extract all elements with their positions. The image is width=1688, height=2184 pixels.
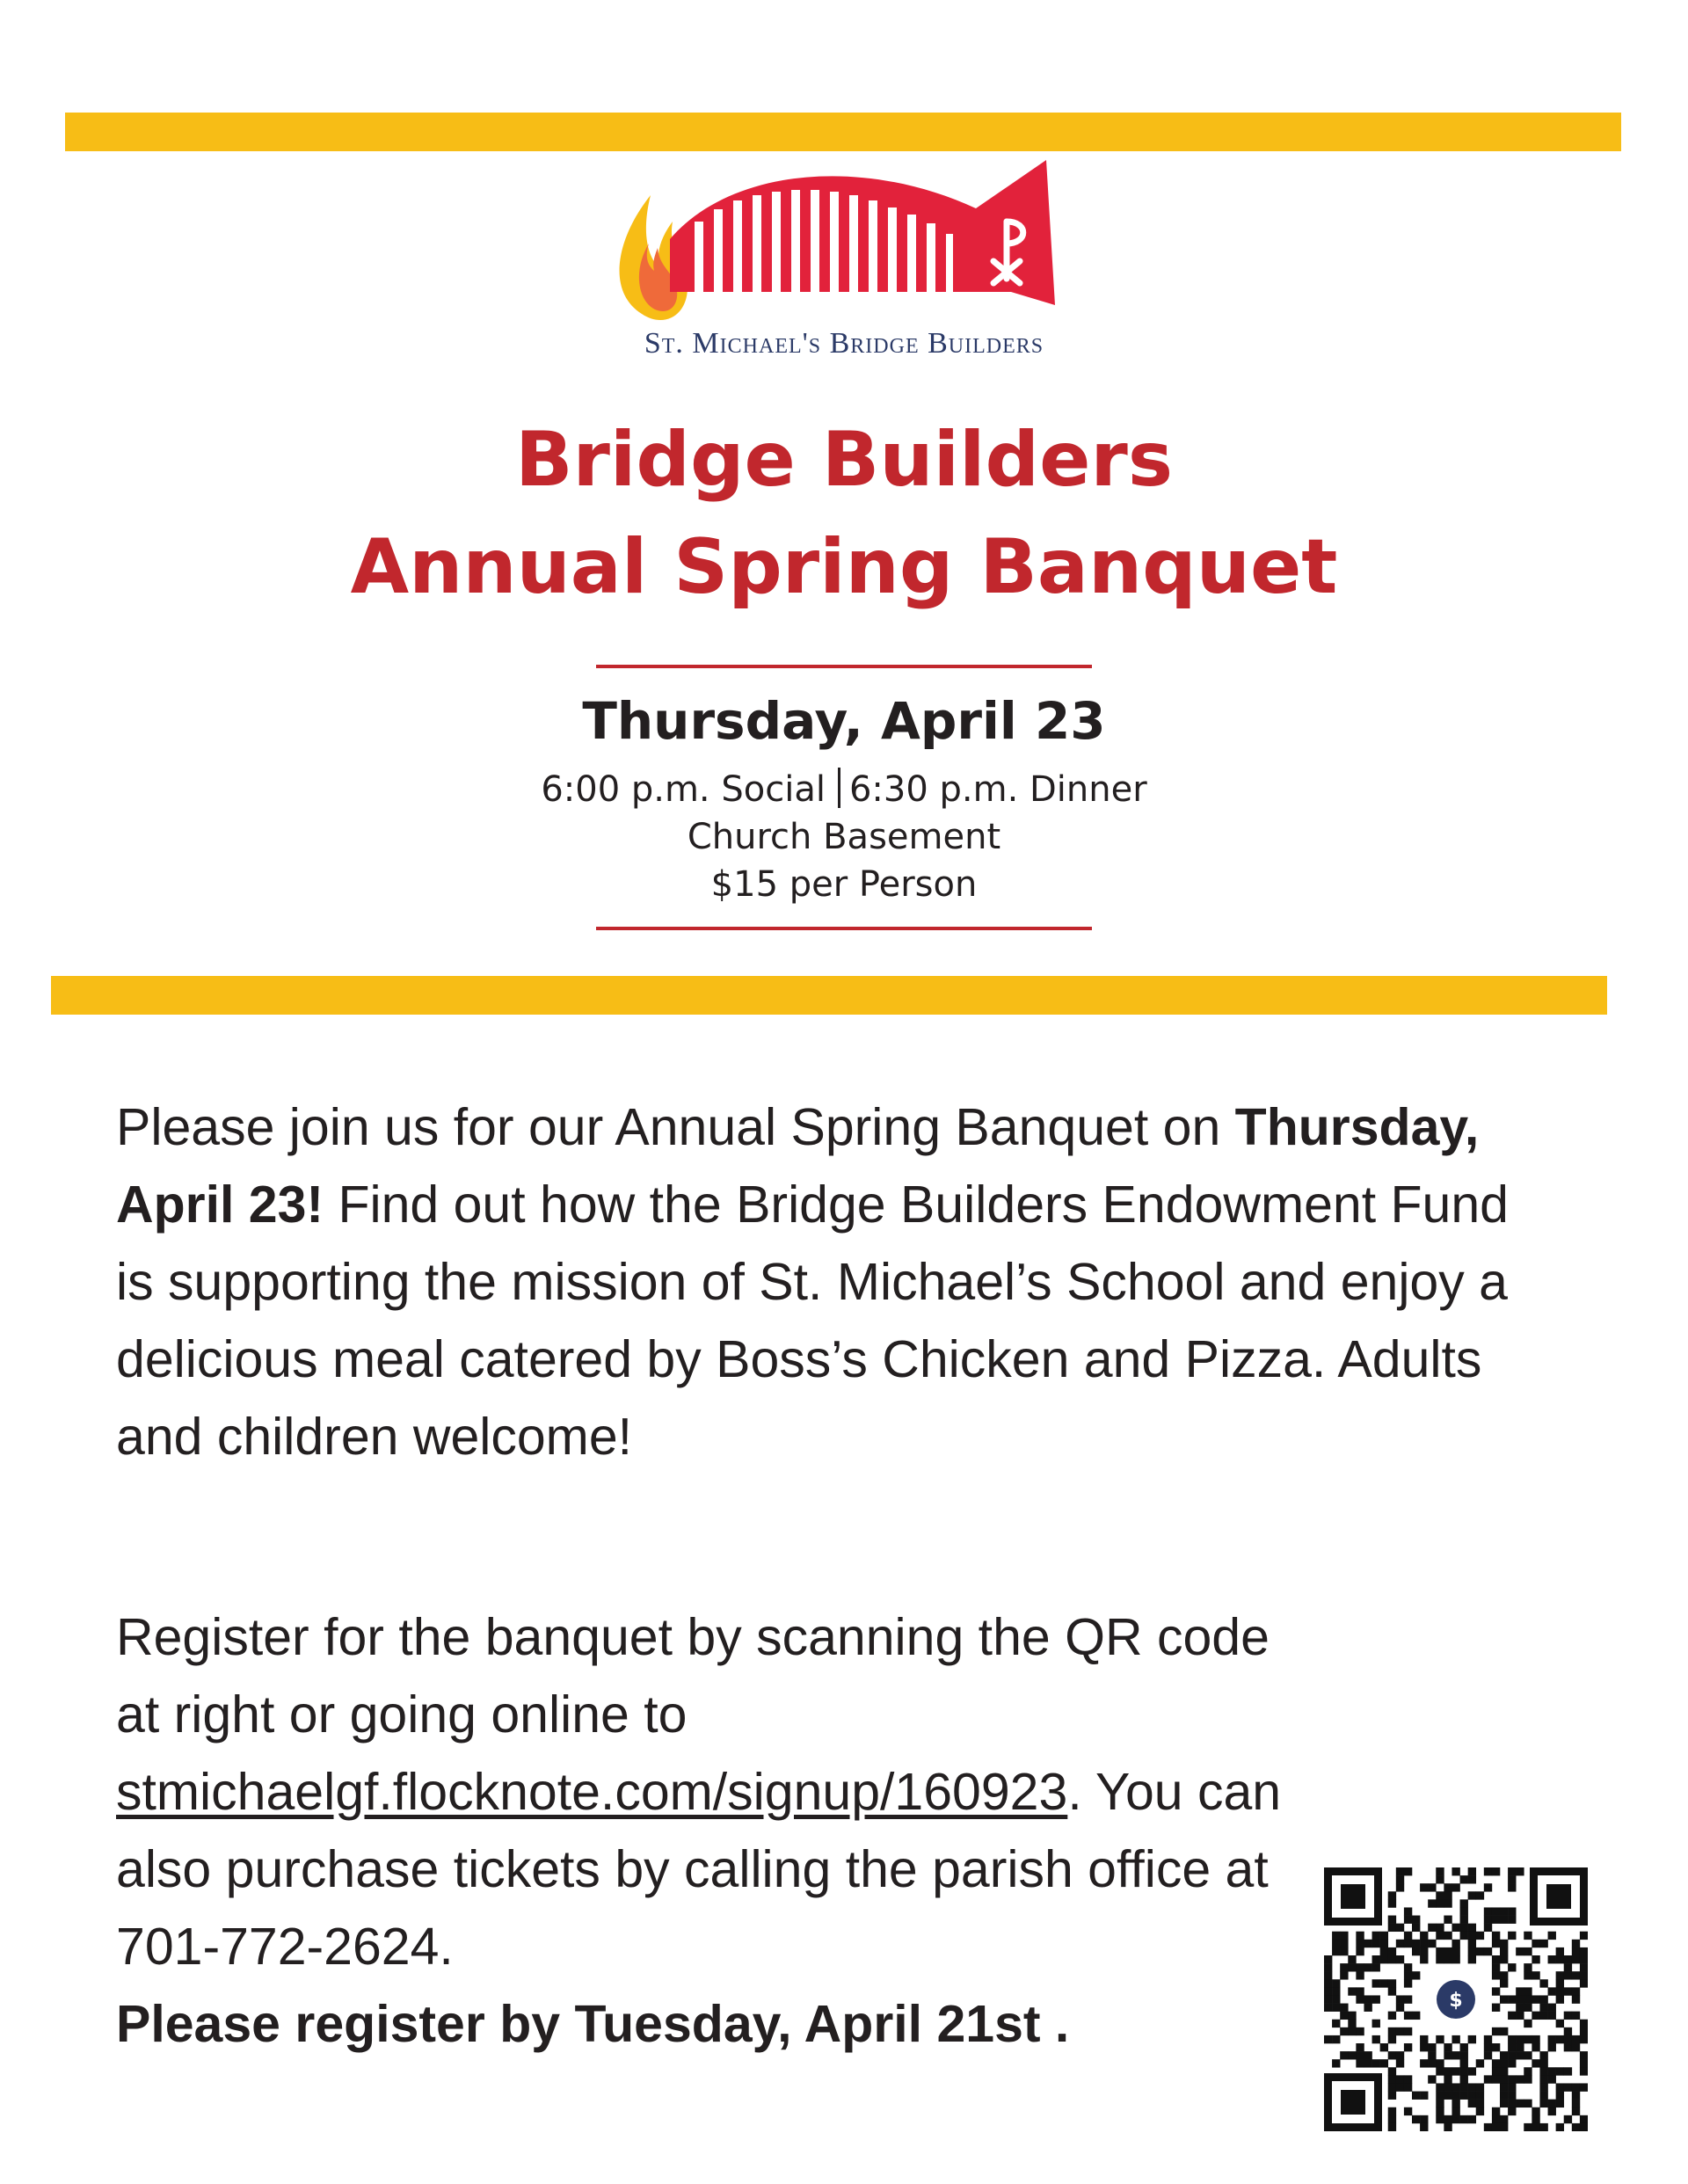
event-date: Thursday, April 23 xyxy=(582,691,1106,751)
bottom-yellow-bar xyxy=(51,976,1607,1015)
registration-paragraph xyxy=(116,1598,1312,2063)
invitation-paragraph xyxy=(116,1088,1540,1475)
divider-bottom xyxy=(596,927,1092,930)
invitation-intro: Please join us for our Annual Spring Banquet on xyxy=(116,1098,1235,1156)
top-yellow-bar xyxy=(65,113,1621,151)
divider-top xyxy=(596,665,1092,668)
registration-phone: . You can also purchase tickets by calling the parish office at 701-772-2624. xyxy=(116,1763,1282,1976)
org-name: St. Michael's Bridge Builders xyxy=(644,327,1044,360)
invitation-details: Find out how the Bridge Builders Endowment Fund is supporting the mission of St. Michael’s School and enjoy a delicious meal catered by Boss’s Chicken and Pizza. Adults and children welcome! xyxy=(116,1176,1509,1466)
registration-intro: Register for the banquet by scanning the QR code at right or going online to xyxy=(116,1608,1270,1744)
signup-link[interactable]: stmichaelgf.flocknote.com/signup/160923 xyxy=(116,1763,1068,1821)
event-price: $15 per Person xyxy=(710,864,978,905)
social-time: 6:00 p.m. Social xyxy=(541,769,826,810)
bridge-builders-logo xyxy=(598,160,1099,336)
event-times xyxy=(0,767,1688,812)
title-line-2: Annual Spring Banquet xyxy=(350,523,1338,611)
title-line-1: Bridge Builders xyxy=(514,416,1174,504)
registration-deadline: Please register by Tuesday, April 21st . xyxy=(116,1995,1070,2053)
qr-code[interactable] xyxy=(1324,1867,1588,2131)
event-location: Church Basement xyxy=(687,817,1001,857)
invitation-date: Thursday, April 23! xyxy=(116,1098,1480,1234)
svg-text:$: $ xyxy=(1449,1990,1463,2012)
time-separator xyxy=(838,768,840,808)
dinner-time: 6:30 p.m. Dinner xyxy=(848,769,1147,810)
